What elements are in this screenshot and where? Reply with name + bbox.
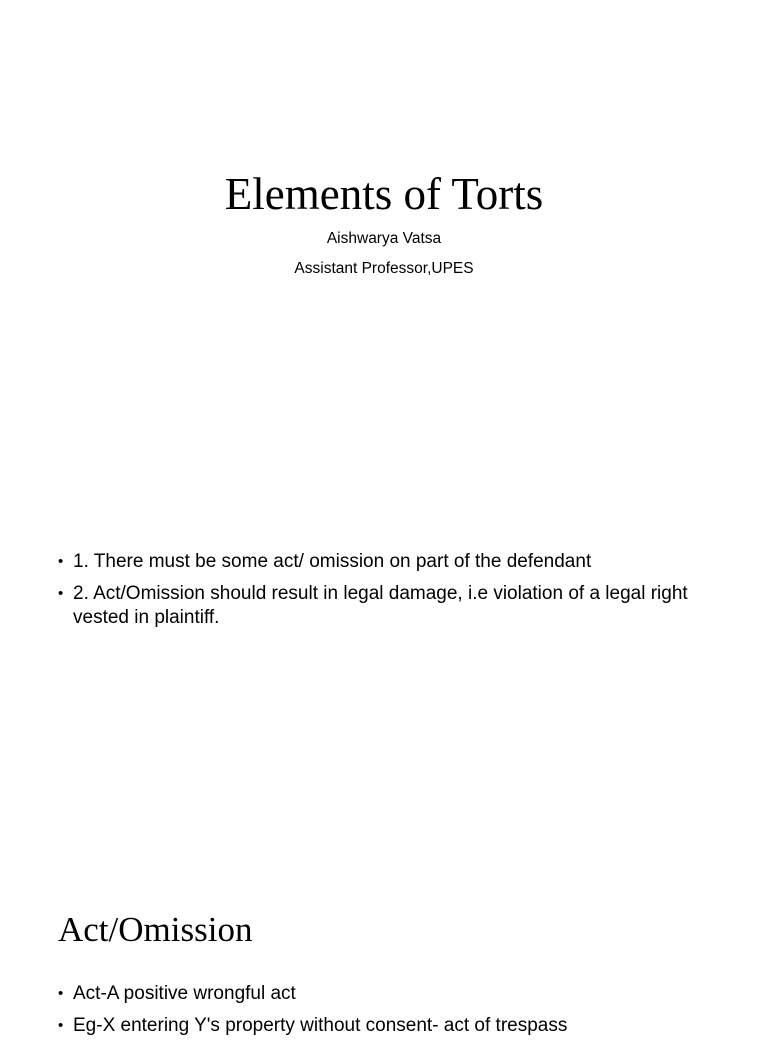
author-affiliation: Assistant Professor,UPES xyxy=(294,260,474,277)
bullet-list xyxy=(58,982,708,1046)
bullet-item: • 2. Act/Omission should result in legal damage, i.e violation of a legal right vested in plaintiff. xyxy=(58,582,708,630)
bullet-item: • 1. There must be some act/ omission on part of the defendant xyxy=(58,550,708,574)
elements-slide xyxy=(0,430,768,860)
author-name: Aishwarya Vatsa xyxy=(326,230,442,247)
bullet-item: • Act-A positive wrongful act xyxy=(58,982,708,1006)
act-omission-slide xyxy=(0,860,768,1036)
bullet-item: • Eg-X entering Y's property without consent- act of trespass xyxy=(58,1014,708,1038)
slide-heading: Act/Omission xyxy=(58,910,253,949)
bullet-list xyxy=(58,550,708,638)
slide-title: Elements of Torts xyxy=(224,169,544,219)
title-slide xyxy=(0,0,768,430)
